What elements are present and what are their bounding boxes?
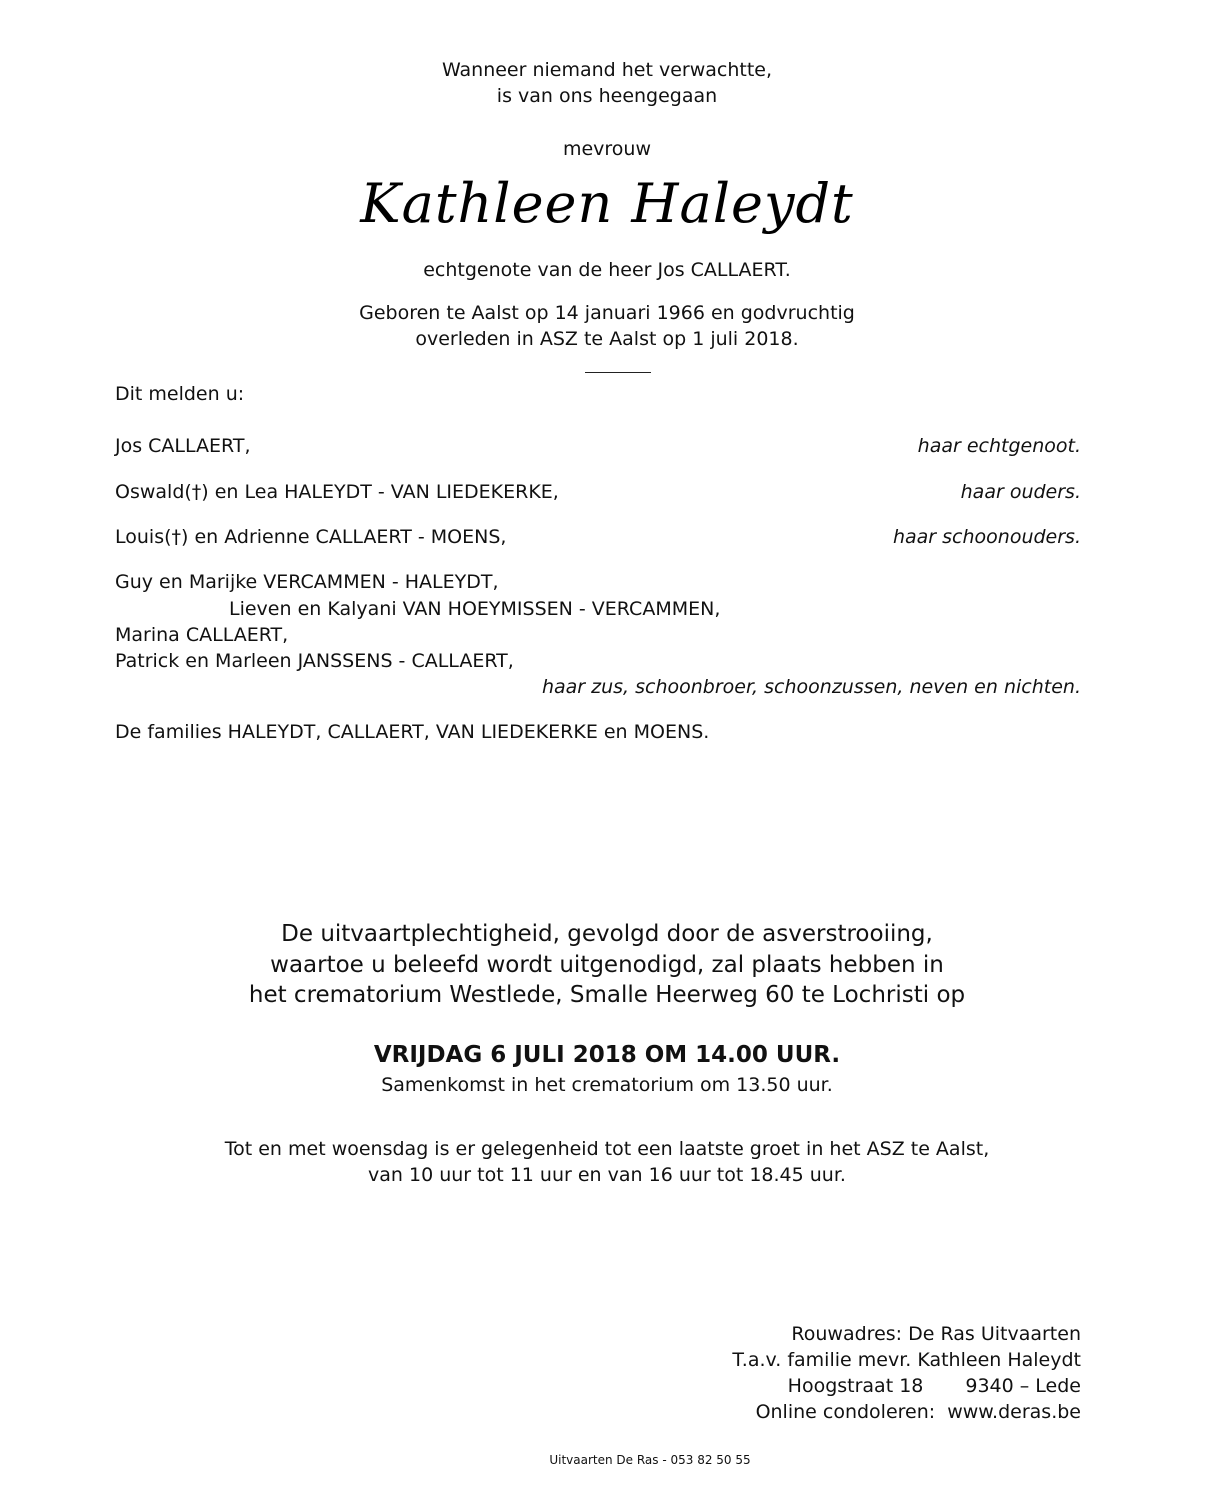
honorific: mevrouw (562, 138, 652, 160)
ceremony-date: VRIJDAG 6 JULI 2018 OM 14.00 UUR. (373, 1042, 841, 1068)
families-line: De families HALEYDT, CALLAERT, VAN LIEDEKERKE en MOENS. (115, 721, 710, 743)
gathering-line: Samenkomst in het crematorium om 13.50 uur. (381, 1074, 833, 1096)
address-street-line (788, 1373, 1081, 1399)
online-condolence-line (756, 1399, 1081, 1425)
ceremony-line-2: waartoe u beleefd wordt uitgenodigd, zal plaats hebben in (270, 952, 944, 978)
relative-names: Louis(†) en Adrienne CALLAERT - MOENS, (115, 526, 507, 548)
siblings-relation: haar zus, schoonbroer, schoonzussen, neven en nichten. (541, 676, 1081, 698)
visit-line-1: Tot en met woensdag is er gelegenheid tot een laatste groet in het ASZ te Aalst, (224, 1138, 990, 1160)
online-url[interactable]: www.deras.be (947, 1401, 1081, 1423)
visit-line-2: van 10 uur tot 11 uur en van 16 uur tot 18.45 uur. (368, 1164, 846, 1186)
ceremony-line-1: De uitvaartplechtigheid, gevolgd door de asverstrooiing, (281, 921, 933, 947)
intro-line-1: Wanneer niemand het verwachtte, (441, 59, 773, 81)
death-line: overleden in ASZ te Aalst op 1 juli 2018. (415, 328, 799, 350)
relative-relation: haar ouders. (960, 481, 1081, 503)
divider (585, 372, 651, 373)
birth-line: Geboren te Aalst op 14 januari 1966 en godvruchtig (359, 302, 855, 324)
relative-relation: haar schoonouders. (892, 526, 1081, 548)
relative-names: Jos CALLAERT, (115, 435, 251, 457)
sibling-line: Guy en Marijke VERCAMMEN - HALEYDT, (115, 571, 499, 593)
announcement-lead: Dit melden u: (115, 383, 245, 405)
sibling-line: Lieven en Kalyani VAN HOEYMISSEN - VERCAMMEN, (229, 598, 721, 620)
address-line-2: T.a.v. familie mevr. Kathleen Haleydt (732, 1349, 1081, 1371)
deceased-name: Kathleen Haleydt (360, 172, 854, 235)
ceremony-line-3: het crematorium Westlede, Smalle Heerweg 60 te Lochristi op (248, 982, 966, 1008)
footer-text: Uitvaarten De Ras - 053 82 50 55 (549, 1453, 751, 1467)
address-city: 9340 – Lede (965, 1375, 1081, 1397)
relative-relation: haar echtgenoot. (917, 435, 1081, 457)
spouse-line: echtgenote van de heer Jos CALLAERT. (423, 259, 791, 281)
address-street: Hoogstraat 18 (787, 1375, 924, 1397)
intro-line-2: is van ons heengegaan (496, 85, 718, 107)
sibling-line: Patrick en Marleen JANSSENS - CALLAERT, (115, 650, 514, 672)
sibling-line: Marina CALLAERT, (115, 624, 289, 646)
online-label: Online condoleren: (755, 1401, 936, 1423)
address-line-1: Rouwadres: De Ras Uitvaarten (791, 1323, 1081, 1345)
relative-names: Oswald(†) en Lea HALEYDT - VAN LIEDEKERKE, (115, 481, 559, 503)
